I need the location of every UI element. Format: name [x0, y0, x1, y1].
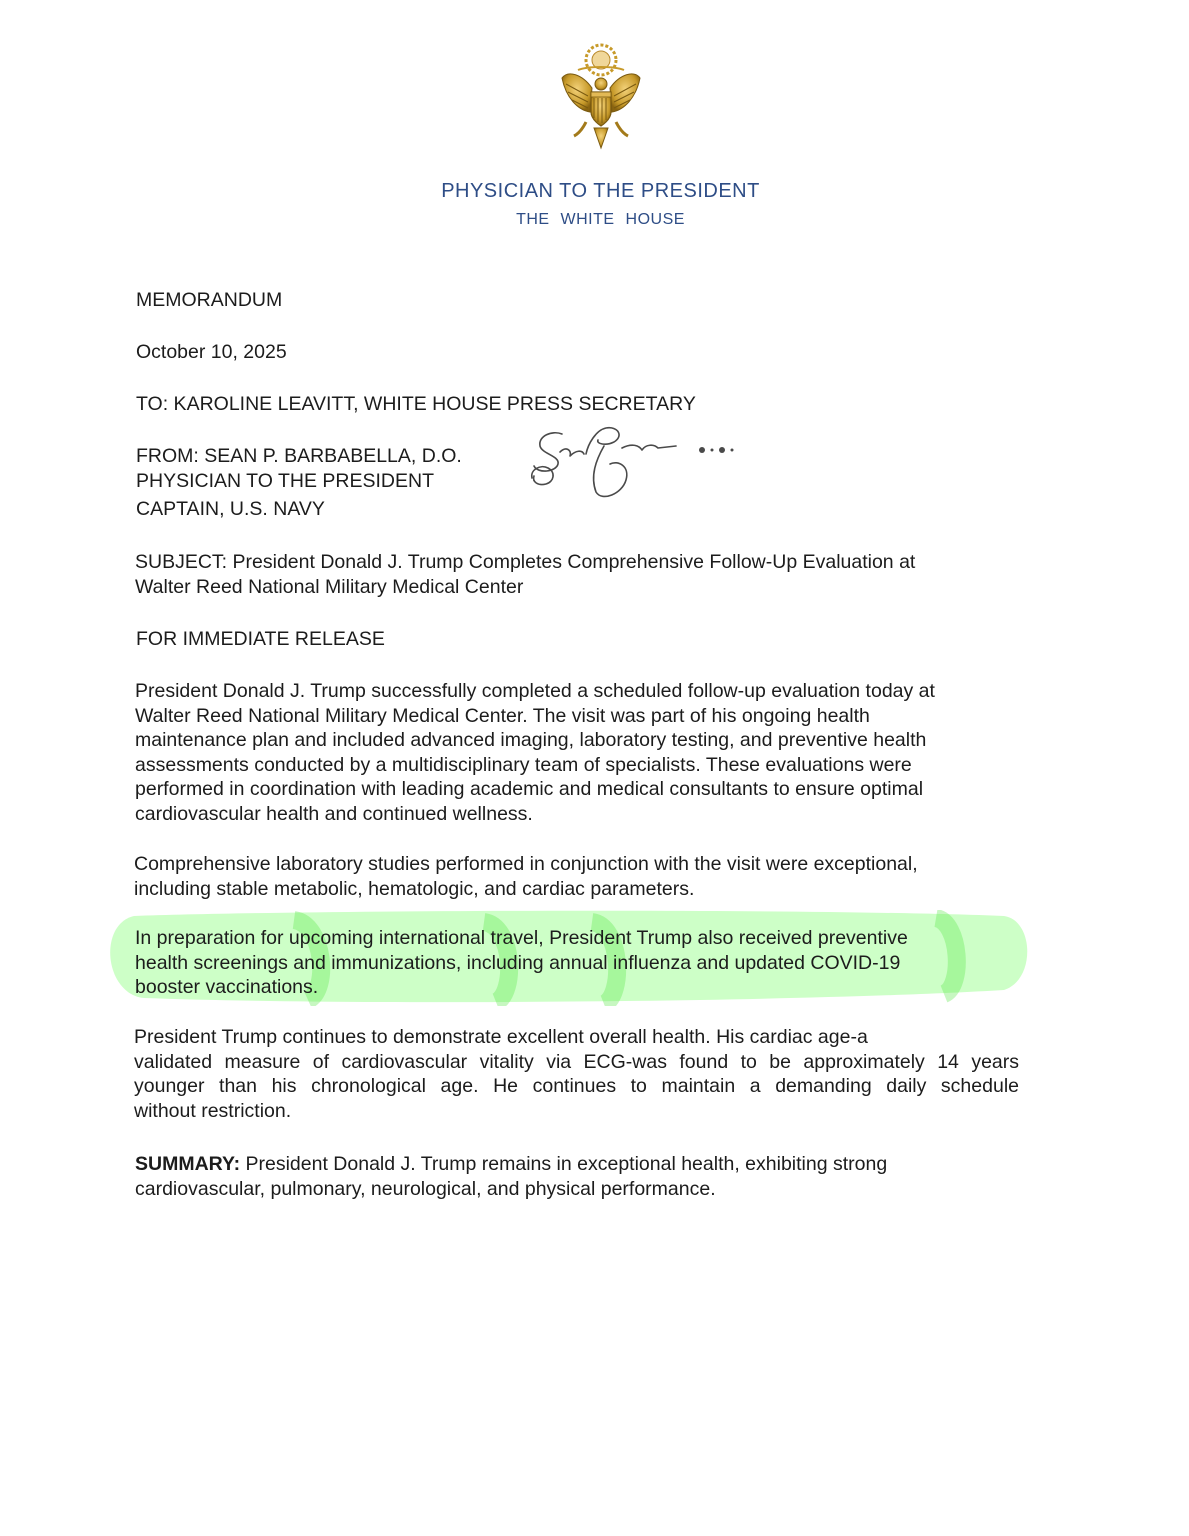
- memo-subject: [135, 550, 1035, 599]
- paragraph-line: without restriction.: [134, 1099, 292, 1122]
- paragraph-line: booster vaccinations.: [135, 976, 319, 998]
- paragraph-line: In preparation for upcoming international travel, President Trump also received preventive: [135, 927, 908, 949]
- presidential-seal-icon: [548, 40, 654, 152]
- summary: [135, 1152, 1035, 1201]
- memo-to: TO: KAROLINE LEAVITT, WHITE HOUSE PRESS SECRETARY: [136, 393, 696, 415]
- memo-from-title: PHYSICIAN TO THE PRESIDENT: [136, 470, 434, 492]
- signature-icon: [526, 420, 756, 504]
- memo-from-rank: CAPTAIN, U.S. NAVY: [136, 498, 325, 520]
- paragraph-2: [134, 852, 1034, 901]
- memo-from: FROM: SEAN P. BARBABELLA, D.O.: [136, 445, 462, 467]
- paragraph-1: [135, 679, 1035, 826]
- paragraph-line: including stable metabolic, hematologic, and cardiac parameters.: [134, 877, 695, 900]
- memo-release: FOR IMMEDIATE RELEASE: [136, 628, 385, 650]
- memo-type: MEMORANDUM: [136, 289, 283, 311]
- paragraph-line: younger than his chronological age. He continues to maintain a demanding daily schedule: [134, 1075, 1019, 1097]
- summary-text: cardiovascular, pulmonary, neurological, and physical performance.: [135, 1177, 716, 1200]
- paragraph-line: Comprehensive laboratory studies performed in conjunction with the visit were exceptional,: [134, 853, 918, 875]
- paragraph-4: [134, 1025, 1019, 1123]
- paragraph-line: performed in coordination with leading academic and medical consultants to ensure optimal: [135, 778, 924, 800]
- paragraph-3: [135, 926, 1035, 1000]
- paragraph-line: President Trump continues to demonstrate excellent overall health. His cardiac age-a: [134, 1026, 868, 1048]
- paragraph-line: cardiovascular health and continued wellness.: [135, 802, 533, 825]
- paragraph-line: validated measure of cardiovascular vitality via ECG-was found to be approximately 14 years: [134, 1050, 1019, 1073]
- paragraph-line: President Donald J. Trump successfully completed a scheduled follow-up evaluation today at: [135, 680, 935, 702]
- letterhead-title: PHYSICIAN TO THE PRESIDENT: [441, 180, 760, 202]
- subject-line: SUBJECT: President Donald J. Trump Completes Comprehensive Follow-Up Evaluation at: [135, 551, 916, 573]
- subject-line: Walter Reed National Military Medical Center: [135, 575, 524, 598]
- paragraph-line: assessments conducted by a multidisciplinary team of specialists. These evaluations were: [135, 753, 912, 776]
- letterhead-subtitle: THE WHITE HOUSE: [516, 211, 685, 228]
- paragraph-line: Walter Reed National Military Medical Center. The visit was part of his ongoing health: [135, 704, 870, 727]
- paragraph-line: health screenings and immunizations, including annual influenza and updated COVID-19: [135, 951, 901, 974]
- summary-text: President Donald J. Trump remains in exceptional health, exhibiting strong: [240, 1153, 888, 1175]
- summary-label: SUMMARY:: [135, 1153, 241, 1175]
- paragraph-line: maintenance plan and included advanced imaging, laboratory testing, and preventive health: [135, 729, 927, 751]
- memo-date: October 10, 2025: [136, 341, 287, 363]
